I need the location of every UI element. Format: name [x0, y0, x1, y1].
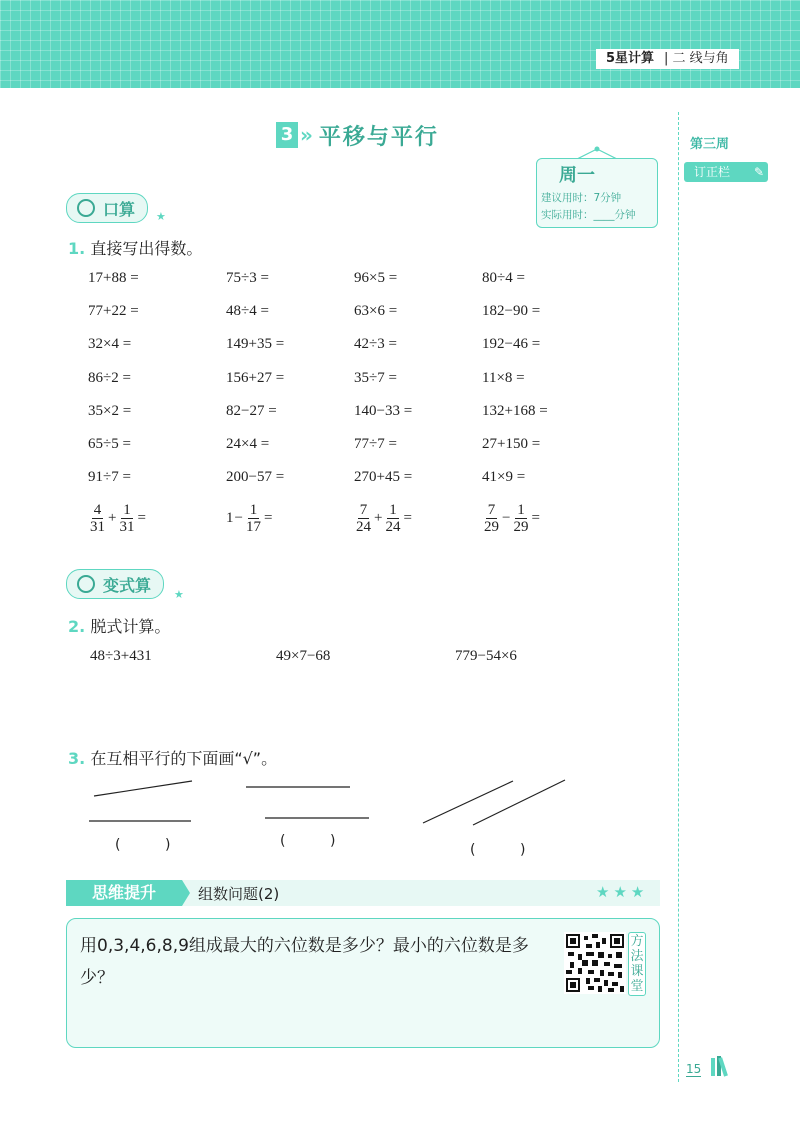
oral-equation: 35×2 = — [88, 402, 132, 419]
question-number: 2. — [68, 617, 86, 636]
oral-equation: 65÷5 = — [88, 436, 131, 452]
answer-blank[interactable]: ( ) — [280, 833, 336, 849]
oral-equation: 140−33 = — [354, 402, 413, 419]
numerator: 4 — [93, 502, 102, 518]
section-variant-label: 变式算 — [103, 575, 152, 595]
line-segment — [94, 781, 192, 796]
day-card — [536, 158, 658, 228]
oral-equation: 48÷4 = — [226, 303, 269, 320]
method-class-label: 方法课堂 — [628, 932, 646, 996]
oral-equation: 182−90 = — [482, 303, 541, 320]
week-label: 第三周 — [690, 137, 730, 152]
unit-title: 二 线与角 — [672, 51, 729, 66]
oral-equation: 17+88 = — [88, 270, 139, 286]
page-number: 15 — [686, 1062, 702, 1076]
section-oral-pill — [66, 193, 148, 223]
oral-equation: 24×4 = — [226, 436, 270, 452]
denominator: 31 — [119, 519, 135, 535]
thinking-tag: 思维提升 — [66, 880, 182, 906]
oral-equation: 41×9 = — [482, 469, 526, 486]
question-number: 1. — [68, 239, 86, 258]
question-2 — [68, 614, 170, 637]
correction-column-tag — [684, 162, 768, 182]
oral-equation: 27+150 = — [482, 436, 541, 452]
pencil-icon: ✎ — [753, 165, 764, 179]
denominator: 17 — [245, 519, 261, 535]
oral-equation: 200−57 = — [226, 469, 285, 486]
target-icon — [77, 575, 95, 593]
denominator: 24 — [356, 519, 371, 535]
tag-arrow-icon — [182, 880, 190, 906]
question-3 — [68, 746, 277, 769]
denominator: 29 — [513, 519, 529, 535]
step-calc-item: 48÷3+431 — [90, 648, 152, 664]
step-calc-item: 49×7−68 — [276, 648, 331, 664]
stopwatch-icon — [77, 199, 95, 217]
top-banner — [0, 0, 800, 88]
answer-blank[interactable]: ( ) — [115, 837, 171, 853]
oral-equation: 82−27 = — [226, 402, 277, 419]
header-tag — [596, 49, 739, 69]
book-title: 5星计算 — [606, 51, 655, 66]
thinking-question: 用0,3,4,6,8,9组成最大的六位数是多少？最小的六位数是多少？ — [80, 936, 529, 988]
oral-equation: 91÷7 = — [88, 469, 131, 486]
equals-sign: = — [263, 510, 273, 526]
difficulty-stars-icon: ★★★ — [596, 883, 649, 901]
oral-equation: 77+22 = — [88, 303, 139, 320]
oral-equation: 80÷4 = — [482, 270, 525, 286]
equals-sign: = — [403, 510, 412, 526]
numerator: 7 — [359, 502, 368, 518]
correction-divider — [678, 112, 679, 1082]
question-1 — [68, 236, 202, 259]
question-text: 脱式计算。 — [90, 617, 171, 636]
chevron-right-icon: » — [300, 123, 313, 147]
lesson-title: 平移与平行 — [318, 124, 439, 150]
oral-equation: 42÷3 = — [354, 336, 397, 353]
line-pairs-figure — [80, 772, 580, 832]
denominator: 29 — [484, 519, 499, 535]
line-segment — [423, 781, 513, 823]
day-name: 周一 — [559, 165, 595, 186]
operator: − — [502, 510, 511, 526]
oral-equation: 96×5 = — [354, 270, 398, 286]
oral-equation: 63×6 = — [354, 303, 398, 320]
oral-equation: 156+27 = — [226, 369, 285, 386]
numerator: 1 — [123, 502, 131, 518]
section-variant-pill — [66, 569, 164, 599]
oral-equation: 270+45 = — [354, 469, 413, 486]
fraction-equation — [88, 502, 147, 535]
denominator: 24 — [385, 519, 401, 535]
header-separator: | — [664, 51, 669, 66]
numerator: 1 — [249, 502, 258, 518]
line-segment — [473, 780, 565, 825]
actual-time: 实际用时：____分钟 — [541, 209, 636, 221]
oral-equation: 11×8 = — [482, 369, 525, 386]
numerator: 1 — [389, 502, 397, 518]
oral-equation: 35÷7 = — [354, 369, 397, 386]
operator: − — [234, 510, 243, 526]
thinking-topic: 组数问题(2) — [198, 885, 280, 903]
correction-label: 订正栏 — [694, 165, 731, 179]
books-icon — [710, 1054, 736, 1078]
question-text: 直接写出得数。 — [90, 239, 203, 258]
fraction-equation — [482, 502, 541, 535]
star-icon: ★ — [174, 588, 184, 601]
numerator: 1 — [517, 502, 525, 518]
qr-code-icon[interactable] — [564, 932, 626, 994]
answer-blank[interactable]: ( ) — [470, 842, 526, 858]
oral-equation: 192−46 = — [482, 336, 541, 353]
whole-number: 1 — [226, 510, 234, 526]
lesson-heading — [276, 120, 439, 150]
denominator: 31 — [90, 519, 105, 535]
section-oral-label: 口算 — [103, 199, 136, 219]
oral-equation: 75÷3 = — [226, 270, 269, 286]
suggested-time: 建议用时：7分钟 — [541, 192, 622, 204]
operator: + — [108, 510, 117, 526]
question-text: 在互相平行的下面画“√”。 — [90, 749, 278, 768]
oral-equation: 132+168 = — [482, 402, 548, 419]
fraction-equation — [226, 502, 273, 535]
operator: + — [374, 510, 383, 526]
fraction-equation — [354, 502, 413, 535]
numerator: 7 — [487, 502, 496, 518]
oral-equation: 32×4 = — [88, 336, 132, 353]
equals-sign: = — [531, 510, 540, 526]
oral-equation: 149+35 = — [226, 336, 285, 353]
step-calc-item: 779−54×6 — [455, 648, 517, 664]
equals-sign: = — [137, 510, 146, 526]
lesson-number: 3 — [276, 122, 298, 148]
oral-equation: 77÷7 = — [354, 436, 397, 452]
question-number: 3. — [68, 749, 86, 768]
star-icon: ★ — [156, 210, 166, 223]
oral-equation: 86÷2 = — [88, 369, 131, 386]
